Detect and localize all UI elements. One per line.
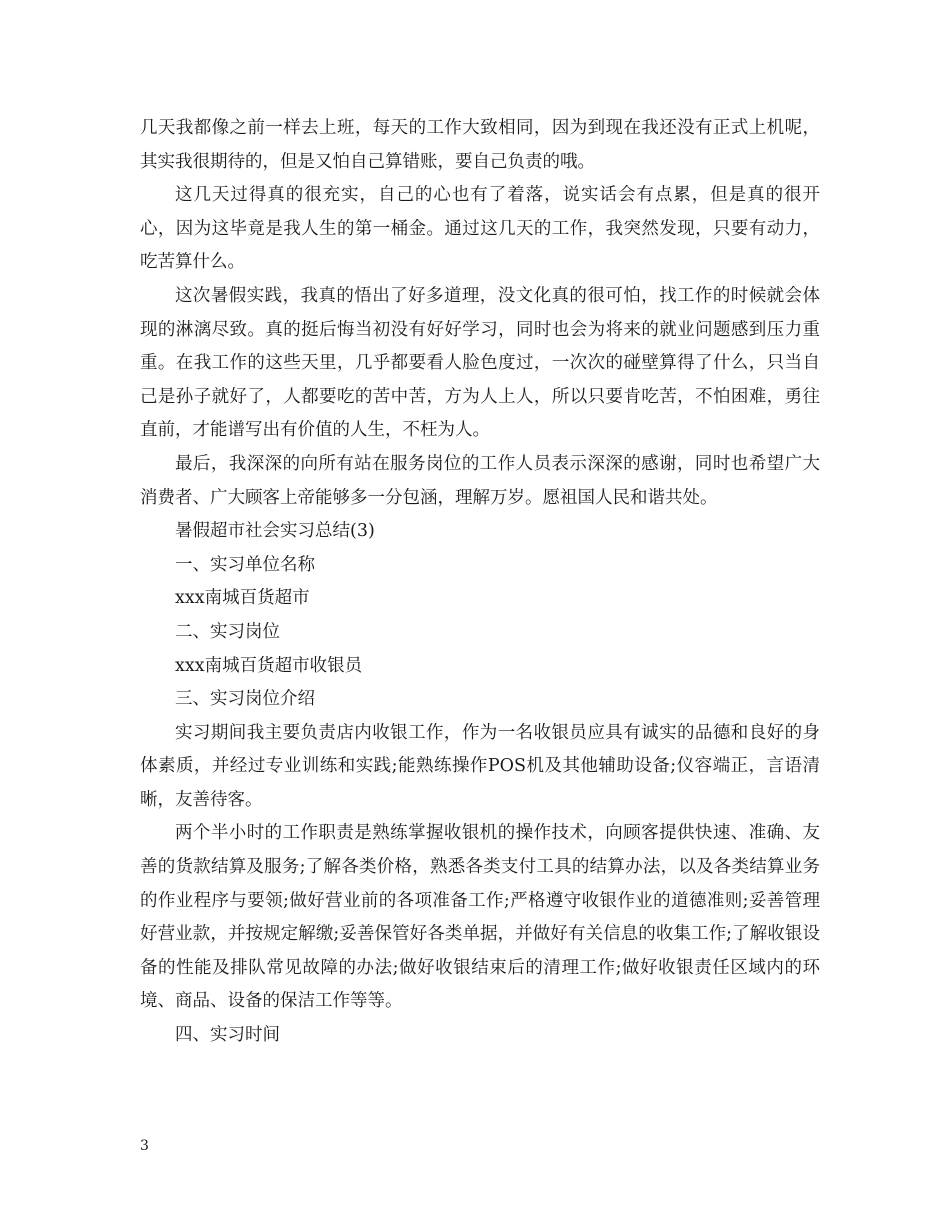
page-number: 3 xyxy=(140,1138,149,1154)
paragraph: 最后，我深深的向所有站在服务岗位的工作人员表示深深的感谢，同时也希望广大消费者、广大顾客上帝能够多一分包涵，理解万岁。愿祖国人民和谐共处。 xyxy=(140,453,820,508)
paragraph: 几天我都像之前一样去上班，每天的工作大致相同，因为到现在我还没有正式上机呢，其实我很期待的，但是又怕自己算错账，要自己负责的哦。 xyxy=(140,118,820,172)
paragraph: xxx南城百货超市 xyxy=(175,588,310,609)
paragraph: 两个半小时的工作职责是熟练掌握收银机的操作技术，向顾客提供快速、准确、友善的货款结算及服务;了解各类价格，熟悉各类支付工具的结算办法，以及各类结算业务的作业程序与要领;做好营业前的各项准备工作;严格遵守收银作业的道德准则;妥善管理好营业款，并按规定解缴;妥善保管好各类单据，并做好有关信息的收集工作;了解收银设备的性能及排队常见故障的办法;做好收银结束后的清理工作;做好收银责任区域内的环境、商品、设备的保洁工作等等。 xyxy=(140,823,820,1012)
document-body xyxy=(140,112,820,1053)
paragraph: 这次暑假实践，我真的悟出了好多道理，没文化真的很可怕，找工作的时候就会体现的淋漓尽致。真的挺后悔当初没有好好学习，同时也会为将来的就业问题感到压力重重。在我工作的这些天里，几乎都要看人脸色度过，一次次的碰壁算得了什么，只当自己是孙子就好了，人都要吃的苦中苦，方为人上人，所以只要肯吃苦，不怕困难，勇往直前，才能谱写出有价值的人生，不枉为人。 xyxy=(140,285,820,441)
paragraph: 这几天过得真的很充实，自己的心也有了着落，说实话会有点累，但是真的很开心，因为这毕竟是我人生的第一桶金。通过这几天的工作，我突然发现，只要有动力，吃苦算什么。 xyxy=(140,185,820,273)
section-heading: 一、实习单位名称 xyxy=(175,554,315,575)
section-heading: 四、实习时间 xyxy=(175,1025,280,1046)
section-heading: 二、实习岗位 xyxy=(175,621,280,642)
paragraph: 实习期间我主要负责店内收银工作，作为一名收银员应具有诚实的品德和良好的身体素质，并经过专业训练和实践;能熟练操作POS机及其他辅助设备;仪容端正，言语清晰，友善待客。 xyxy=(140,722,820,810)
section-heading: 三、实习岗位介绍 xyxy=(175,689,315,710)
section-title: 暑假超市社会实习总结(3) xyxy=(175,521,375,542)
paragraph: xxx南城百货超市收银员 xyxy=(175,655,363,676)
